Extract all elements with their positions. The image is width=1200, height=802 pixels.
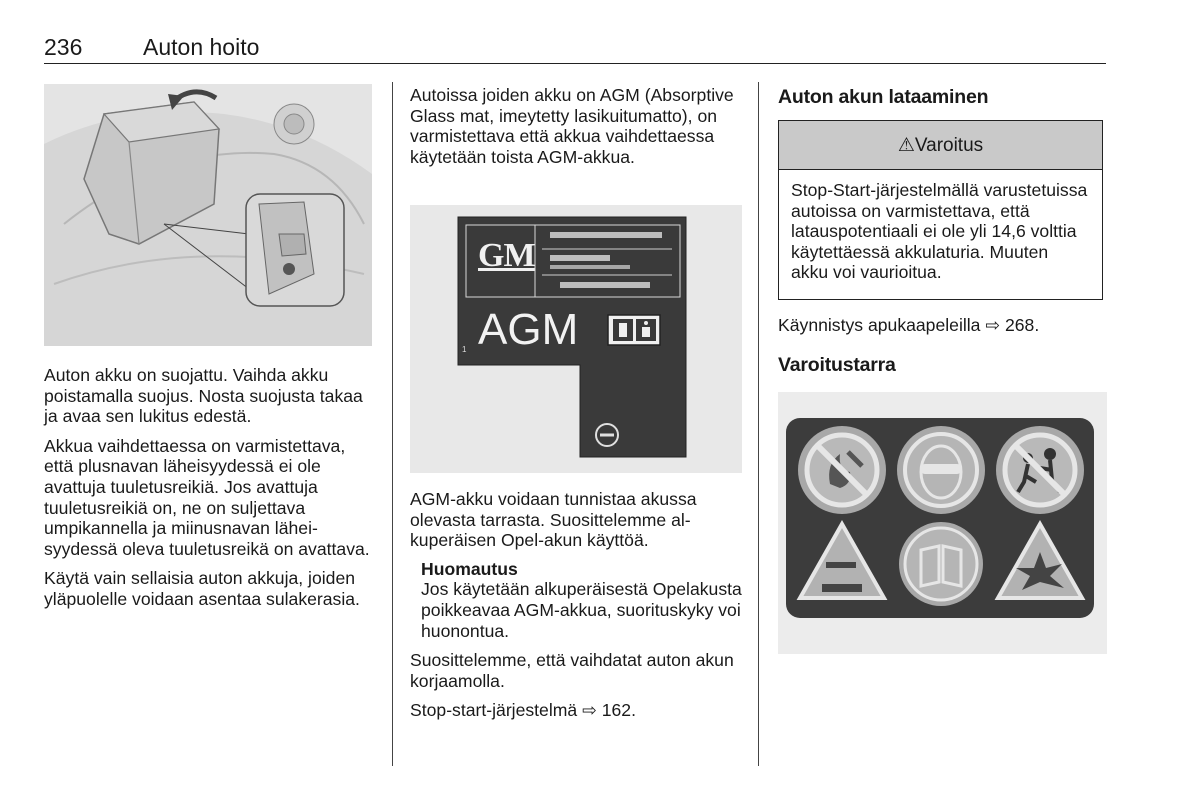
header-rule: [44, 63, 1106, 64]
column-3-text: [778, 315, 1103, 336]
section-heading: Auton akun lataaminen: [778, 86, 989, 108]
warning-sticker-illustration: [778, 392, 1107, 654]
cross-reference: Stop-start-järjestelmä ⇨ 162.: [410, 700, 636, 721]
column-1-text: [44, 365, 374, 610]
keep-children-away-icon: [996, 426, 1084, 514]
agm-label-illustration: [410, 205, 742, 473]
warning-body: [779, 170, 1102, 293]
column-divider: [758, 82, 759, 766]
warning-box: [778, 120, 1103, 300]
paragraph: Autoissa joiden akku on AGM (Absorptive Glass mat, imeytetty lasikuitumatto), on varmistettava että akkua vaihdettaessa käytetään toista AGM-akkua.: [410, 85, 734, 167]
section-title: Auton hoito: [143, 34, 260, 60]
paragraph: AGM-akku voidaan tunnistaa akussa olevasta tarrasta. Suosittelemme alkuperäisen Opel-akun käyttöä.: [410, 489, 697, 551]
note-text: Jos käytetään alkuperäisestä Opelakusta poikkeavaa AGM-akkua, suorituskyky voi huonontua.: [421, 579, 742, 641]
paragraph: Auton akku on suojattu. Vaihda akku poistamalla suojus. Nosta suojusta takaa ja avaa sen lukitus edestä.: [44, 365, 363, 427]
eye-protection-icon: [897, 426, 985, 514]
section-heading: Varoitustarra: [778, 354, 896, 376]
paragraph: Suosittelemme, että vaihdatat auton akun korjaamolla.: [410, 650, 734, 691]
page-number: 236: [44, 34, 83, 60]
column-divider: [392, 82, 393, 766]
label-code: 1: [462, 345, 467, 354]
battery-cover-illustration: [44, 84, 372, 346]
note-title: Huomautus: [421, 558, 518, 579]
agm-label-text: AGM: [478, 305, 579, 354]
column-2-intro: [410, 85, 742, 167]
gm-logo: GM: [478, 237, 535, 274]
warning-text: Stop-Start-järjestelmällä varustetuissa autoissa on varmistettava, että latauspotentiaali ei ole yli 14,6 volttia käytettäessä akkulaturia. Muuten akku voi vaurioitua.: [791, 180, 1088, 283]
warning-title: ⚠Varoitus: [779, 121, 1102, 170]
read-manual-icon: [899, 522, 983, 606]
column-2-text: [410, 489, 742, 721]
paragraph: Akkua vaihdettaessa on varmistettava, että plusnavan läheisyydessä ei ole avattuja tuuletusreikiä. Jos avattuja tuuletusreikiä on, ne on suljettava umpikannella ja miinusnavan läheisyydessä oleva tuuletusreikä on avattava.: [44, 435, 370, 559]
note-block: [410, 559, 742, 641]
no-fire-icon: [798, 426, 886, 514]
cross-reference: Käynnistys apukaapeleilla ⇨ 268.: [778, 315, 1040, 335]
paragraph: Käytä vain sellaisia auton akkuja, joiden yläpuolelle voidaan asentaa sulakerasia.: [44, 568, 360, 609]
